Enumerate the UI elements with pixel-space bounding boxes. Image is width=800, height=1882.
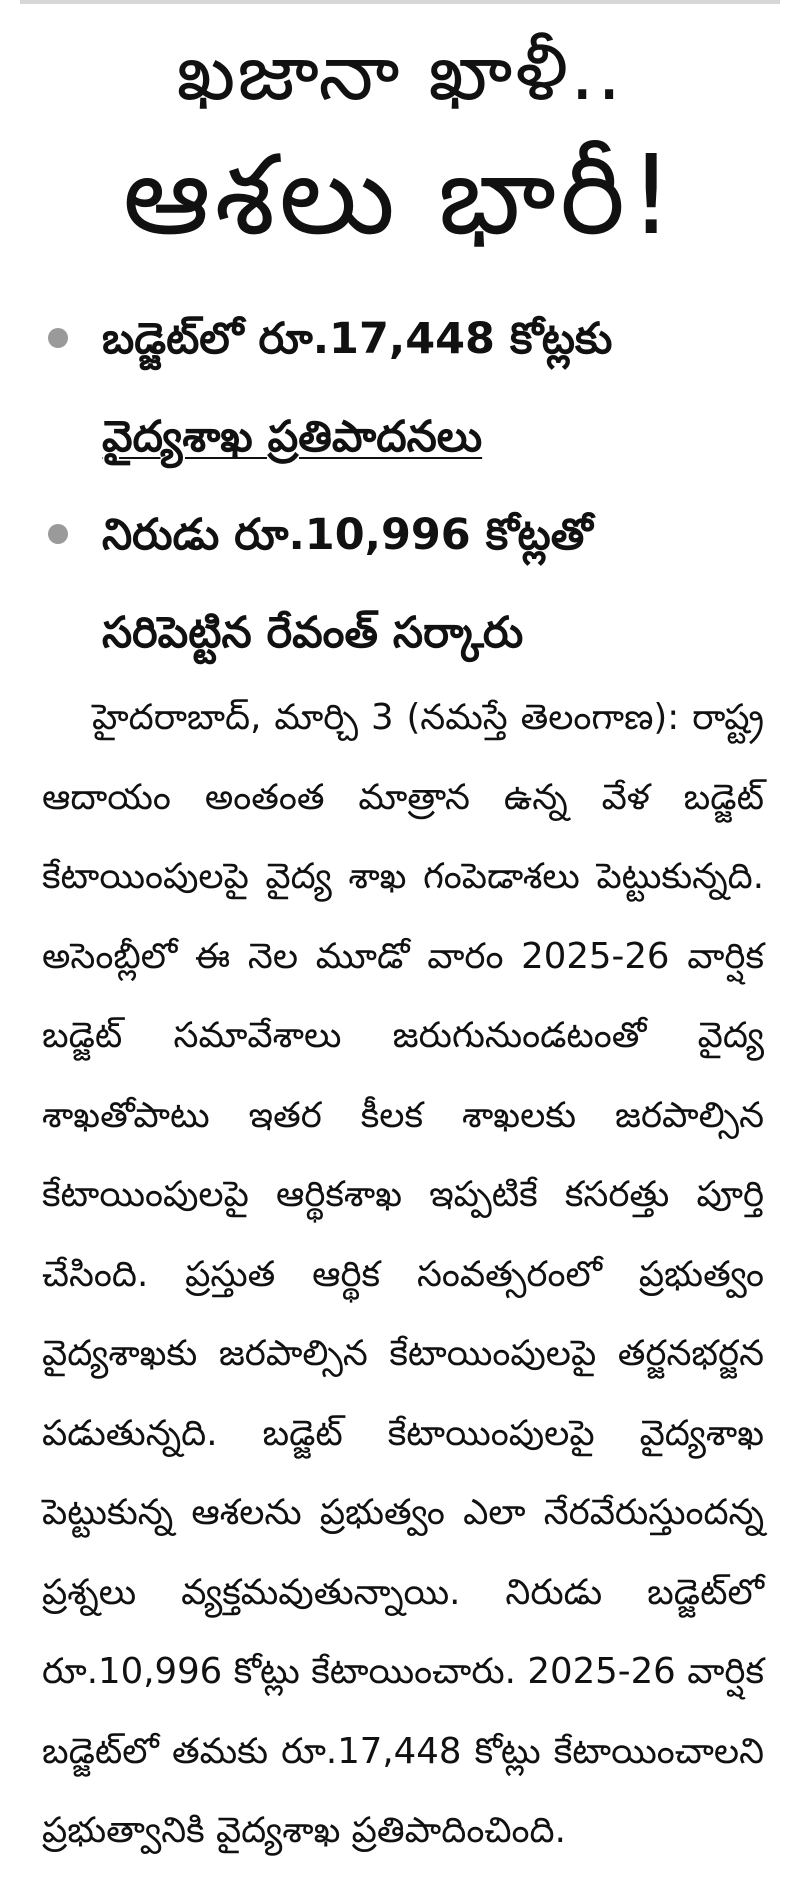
- highlights-list: [30, 290, 770, 682]
- highlight-line: బడ్జెట్‌లో రూ.17,448 కోట్లకు: [102, 314, 613, 364]
- article-body: హైదరాబాద్, మార్చి 3 (నమస్తే తెలంగాణ): రాష్ట్ర ఆదాయం అంతంత మాత్రాన ఉన్న వేళ బడ్జెట్ కేటాయింపులపై వైద్య శాఖ గంపెడాశలు పెట్టుకున్నది. అసెంబ్లీలో ఈ నెల మూడో వారం 2025-26 వార్షిక బడ్జెట్ సమావేశాలు జరుగునుండటంతో వైద్య శాఖతోపాటు ఇతర కీలక శాఖలకు జరపాల్సిన కేటాయింపులపై ఆర్థికశాఖ ఇప్పటికే కసరత్తు పూర్తి చేసింది. ప్రస్తుత ఆర్థిక సంవత్సరంలో ప్రభుత్వం వైద్యశాఖకు జరపాల్సిన కేటాయింపులపై తర్జనభర్జన పడుతున్నది. బడ్జెట్ కేటాయింపులపై వైద్యశాఖ పెట్టుకున్న ఆశలను ప్రభుత్వం ఎలా నేరవేరుస్తుందన్న ప్రశ్నలు వ్యక్తమవుతున్నాయి. నిరుడు బడ్జెట్‌లో రూ.10,996 కోట్లు కేటాయించారు. 2025-26 వార్షిక బడ్జెట్‌లో తమకు రూ.17,448 కోట్లు కేటాయించాలని ప్రభుత్వానికి వైద్యశాఖ ప్రతిపాదించింది.: [42, 697, 764, 1851]
- headline-line-1: ఖజానా ఖాళీ..: [176, 28, 624, 118]
- top-rule: [20, 0, 780, 4]
- headline: [0, 20, 800, 270]
- highlight-line: నిరుడు రూ.10,996 కోట్లతో: [102, 510, 593, 560]
- highlight-item: [30, 486, 770, 682]
- bullet-icon: [48, 328, 68, 348]
- highlight-line: సరిపెట్టిన రేవంత్ సర్కారు: [102, 608, 524, 658]
- highlight-item: [30, 290, 770, 486]
- bullet-icon: [48, 524, 68, 544]
- highlight-line: వైద్యశాఖ ప్రతిపాదనలు: [102, 412, 483, 462]
- headline-line-2: ఆశలు భారీ!: [122, 131, 678, 259]
